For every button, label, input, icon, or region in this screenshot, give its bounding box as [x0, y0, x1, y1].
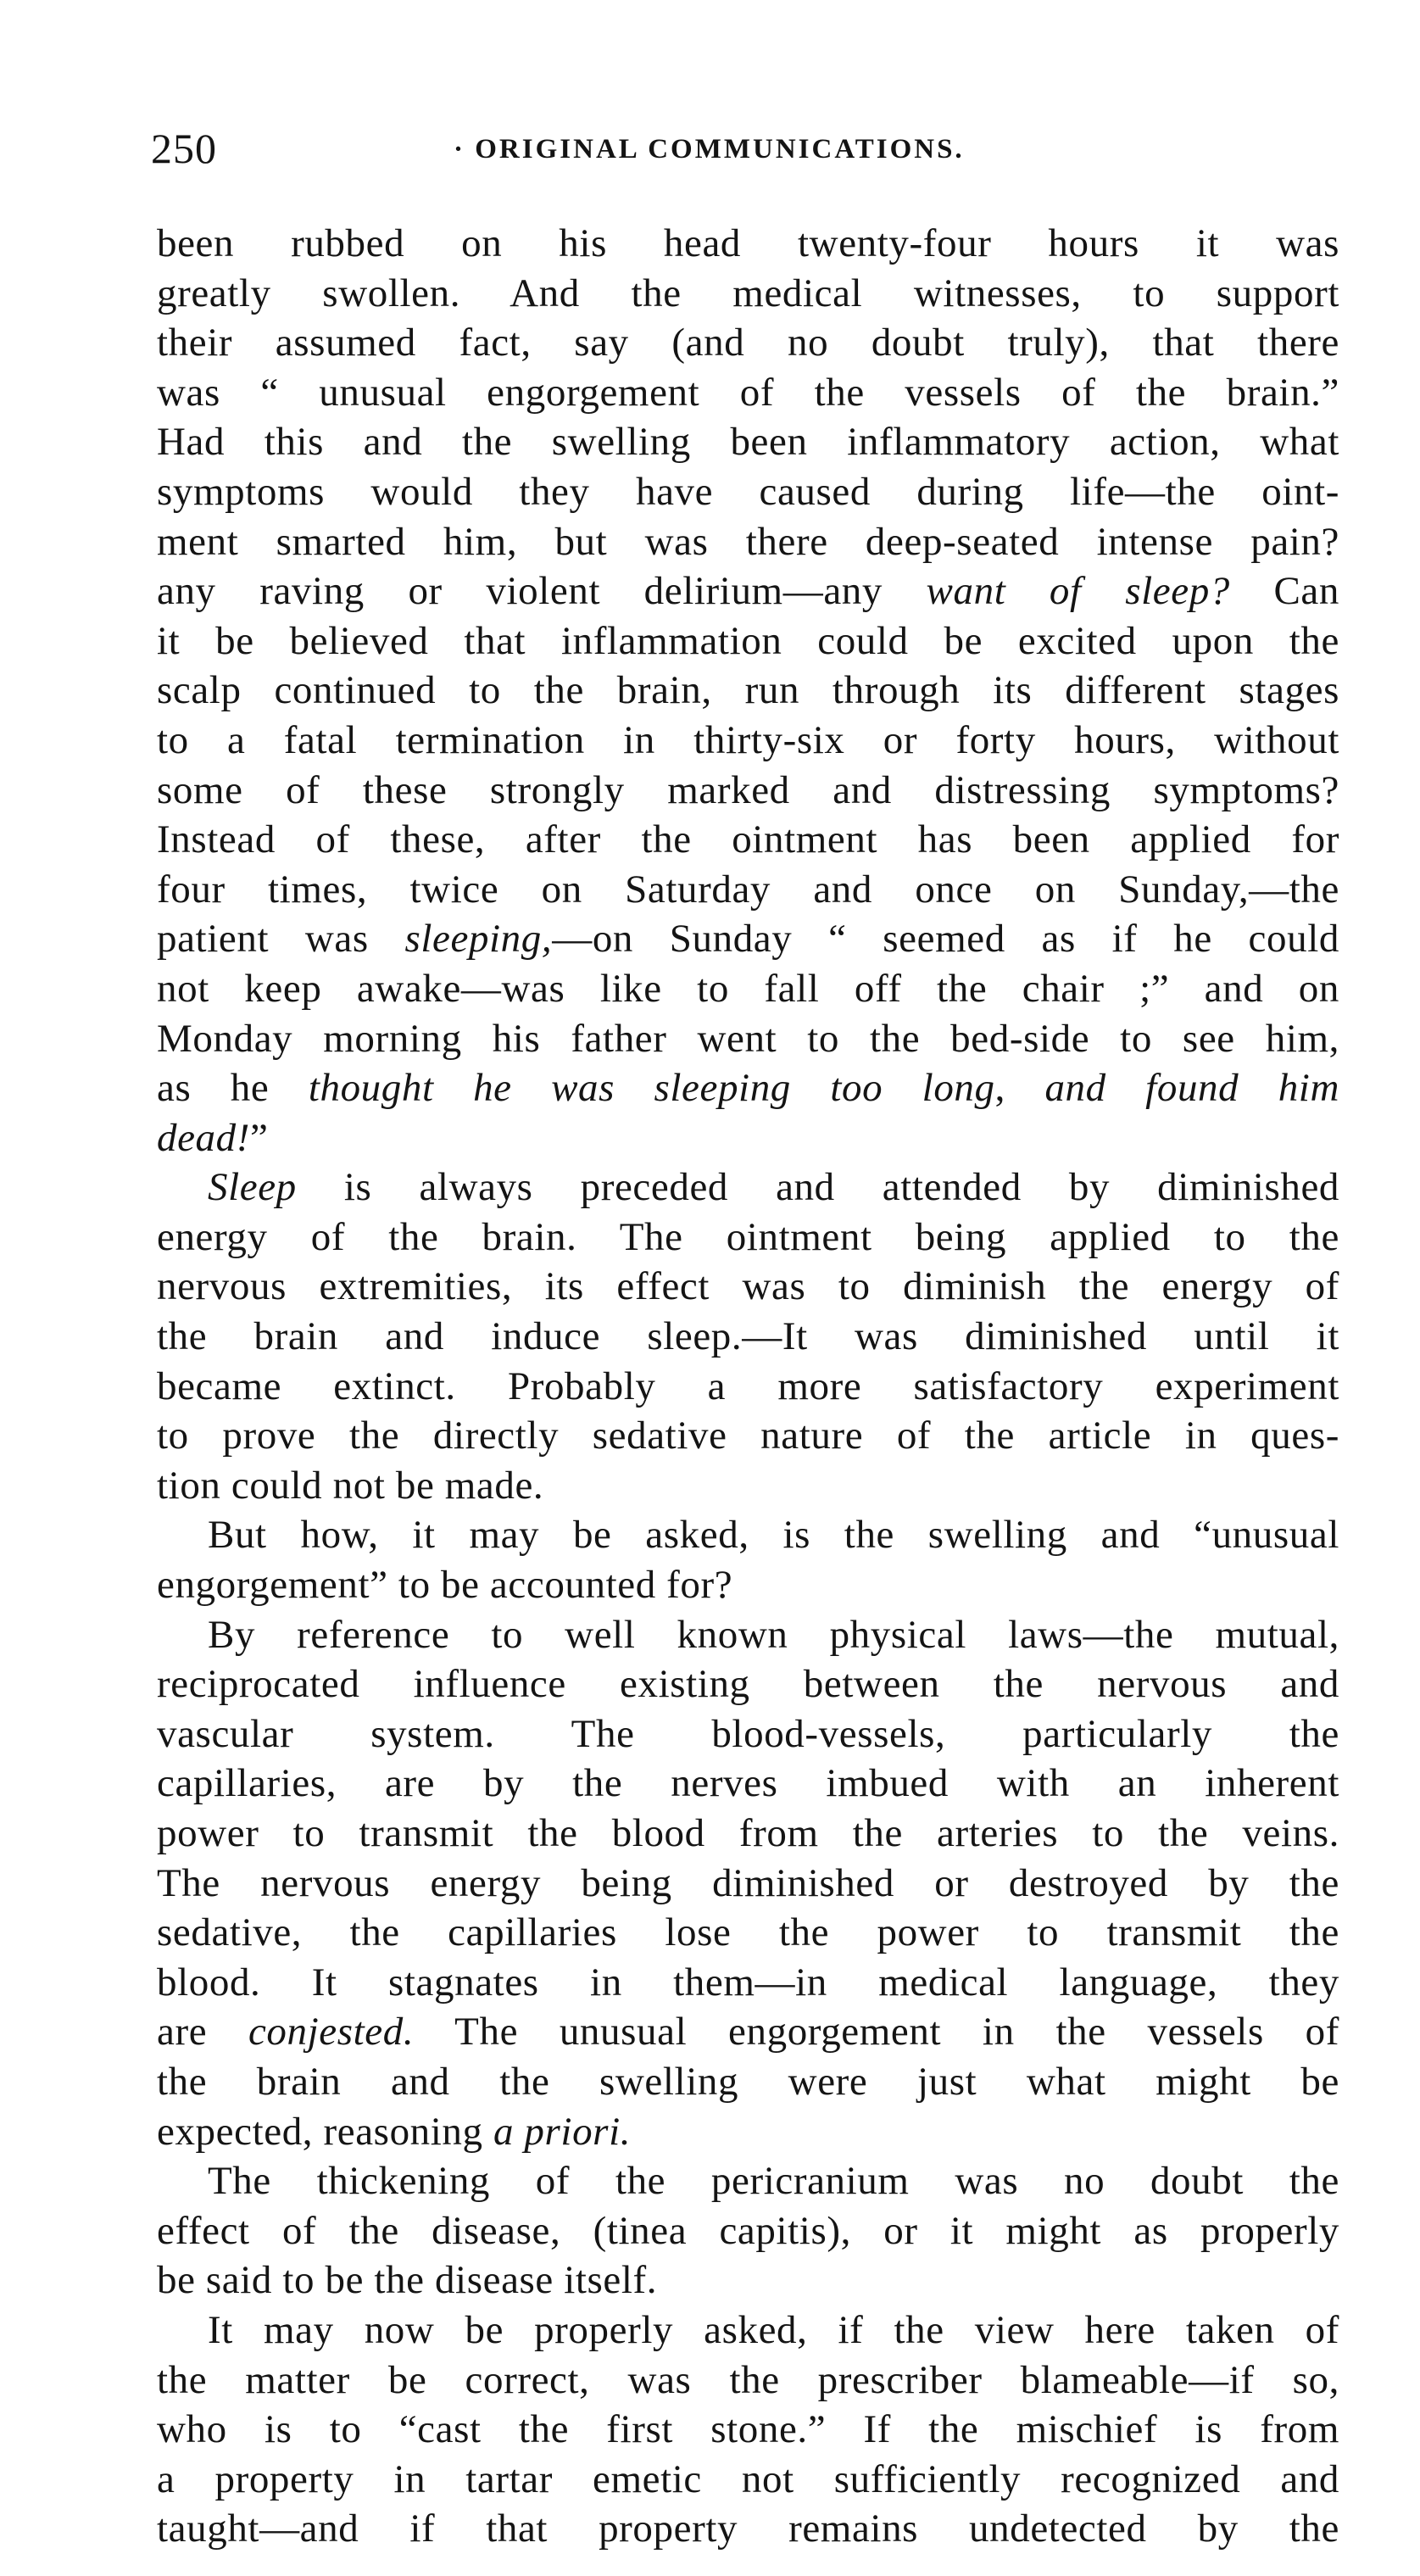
text-segment: some of these strongly marked and distressing symptoms? — [157, 767, 1339, 812]
text-line — [157, 1759, 1339, 1809]
running-head: · ORIGINAL COMMUNICATIONS. — [454, 134, 965, 164]
text-line — [157, 368, 1339, 418]
text-line — [157, 417, 1339, 467]
text-line — [157, 616, 1339, 666]
text-segment: Can — [1229, 569, 1339, 614]
text-line — [157, 1958, 1339, 2008]
text-segment: energy of the brain. The ointment being applied to the — [157, 1214, 1339, 1259]
text-segment: is always preceded and attended by diminished — [296, 1165, 1339, 1210]
text-line — [157, 815, 1339, 865]
text-line — [157, 1709, 1339, 1759]
text-segment: But how, it may be asked, is the swelling and “unusual — [208, 1513, 1339, 1558]
text-line — [157, 318, 1339, 368]
text-segment: greatly swollen. And the medical witnesses, to support — [157, 270, 1339, 315]
text-segment: Had this and the swelling been inflammatory action, what — [157, 420, 1339, 465]
text-segment: symptoms would they have caused during life—the oint- — [157, 469, 1339, 514]
text-segment: , — [994, 1066, 1045, 1111]
text-segment: taught—and if that property remains undetected by the — [157, 2506, 1339, 2551]
text-line — [157, 1312, 1339, 1362]
text-line — [157, 2156, 1339, 2206]
italic-text: conjested. — [248, 2010, 415, 2055]
text-segment: four times, twice on Saturday and once on Sunday,—the — [157, 867, 1339, 912]
text-segment: tion could not be made. — [157, 1463, 544, 1508]
italic-text: thought he was sleeping too long — [308, 1066, 995, 1111]
text-line — [157, 1113, 1339, 1163]
text-segment: patient was — [157, 917, 405, 962]
text-segment: been rubbed on his head twenty-four hours it was — [157, 221, 1339, 265]
text-line — [157, 2057, 1339, 2107]
text-line — [157, 766, 1339, 816]
text-segment: nervous extremities, its effect was to diminish the energy of — [157, 1264, 1339, 1309]
body-text — [157, 219, 1339, 2554]
text-line — [157, 1809, 1339, 1859]
text-line — [157, 1461, 1339, 1511]
text-line — [157, 2007, 1339, 2057]
italic-text: and found him — [1044, 1066, 1339, 1111]
text-segment: any raving or violent delirium—any — [157, 569, 927, 614]
text-line — [157, 865, 1339, 915]
text-segment: became extinct. Probably a more satisfactory experiment — [157, 1363, 1339, 1408]
text-segment: ” — [250, 1115, 269, 1160]
text-line — [157, 517, 1339, 567]
text-segment: It may now be properly asked, if the view here taken of — [208, 2307, 1339, 2352]
text-segment: a property in tartar emetic not sufficiently recognized and — [157, 2456, 1339, 2501]
text-segment: sedative, the capillaries lose the power to transmit the — [157, 1910, 1339, 1955]
italic-text: sleeping, — [404, 917, 553, 962]
text-segment: expected, reasoning — [157, 2109, 493, 2154]
page-number: 250 — [151, 125, 217, 172]
italic-text: Sleep — [208, 1165, 297, 1210]
text-segment: the brain and induce sleep.—It was diminished until it — [157, 1314, 1339, 1359]
text-line — [157, 2455, 1339, 2505]
text-line — [157, 964, 1339, 1014]
text-line — [157, 2107, 1339, 2157]
text-line — [157, 219, 1339, 269]
text-line — [157, 1262, 1339, 1312]
text-segment: the brain and the swelling were just what might be — [157, 2059, 1339, 2104]
text-line — [157, 1213, 1339, 1263]
text-line — [157, 2405, 1339, 2455]
text-line — [157, 1510, 1339, 1560]
text-line — [157, 1163, 1339, 1213]
text-line — [157, 2255, 1339, 2306]
text-segment: Monday morning his father went to the bed-side to see him, — [157, 1016, 1339, 1061]
text-segment: Instead of these, after the ointment has been applied for — [157, 817, 1339, 862]
text-line — [157, 269, 1339, 319]
text-segment: power to transmit the blood from the arteries to the veins. — [157, 1811, 1339, 1855]
text-segment: scalp continued to the brain, run through its different stages — [157, 668, 1339, 713]
text-segment: not keep awake—was like to fall off the chair ;” and on — [157, 966, 1339, 1011]
text-line — [157, 1859, 1339, 1909]
text-line — [157, 1014, 1339, 1064]
text-segment: to a fatal termination in thirty-six or forty hours, without — [157, 717, 1339, 762]
italic-text: want of sleep? — [926, 569, 1230, 614]
text-line — [157, 666, 1339, 716]
text-segment: their assumed fact, say (and no doubt truly), that there — [157, 321, 1339, 365]
text-segment: engorgement” to be accounted for? — [157, 1563, 733, 1608]
text-line — [157, 1659, 1339, 1709]
text-segment: vascular system. The blood-vessels, particularly the — [157, 1711, 1339, 1756]
text-segment: who is to “cast the first stone.” If the mischief is from — [157, 2407, 1339, 2452]
text-segment: it be believed that inflammation could be excited upon the — [157, 618, 1339, 663]
text-segment: as he — [157, 1066, 309, 1111]
text-line — [157, 2356, 1339, 2406]
text-segment: The thickening of the pericranium was no doubt the — [208, 2159, 1339, 2204]
text-line — [157, 716, 1339, 766]
italic-text: dead! — [157, 1115, 251, 1160]
text-line — [157, 2504, 1339, 2554]
text-line — [157, 1063, 1339, 1113]
text-segment: be said to be the disease itself. — [157, 2258, 658, 2303]
text-line — [157, 914, 1339, 964]
text-line — [157, 2306, 1339, 2356]
text-segment: reciprocated influence existing between the nervous and — [157, 1662, 1339, 1707]
text-segment: was “ unusual engorgement of the vessels of the brain.” — [157, 370, 1339, 415]
text-line — [157, 467, 1339, 517]
text-line — [157, 1908, 1339, 1958]
text-segment: —on Sunday “ seemed as if he could — [552, 917, 1339, 962]
text-segment: the matter be correct, was the prescriber blameable—if so, — [157, 2357, 1339, 2402]
text-segment: capillaries, are by the nerves imbued with an inherent — [157, 1761, 1339, 1806]
text-line — [157, 1362, 1339, 1412]
text-segment: are — [157, 2010, 248, 2055]
text-line — [157, 566, 1339, 616]
text-segment: ment smarted him, but was there deep-seated intense pain? — [157, 519, 1339, 564]
text-segment: The unusual engorgement in the vessels of — [414, 2010, 1339, 2055]
text-line — [157, 1411, 1339, 1461]
text-segment: effect of the disease, (tinea capitis), or it might as properly — [157, 2208, 1339, 2253]
text-segment: to prove the directly sedative nature of the article in ques- — [157, 1413, 1339, 1458]
italic-text: a priori. — [493, 2109, 632, 2154]
text-segment: By reference to well known physical laws—the mutual, — [208, 1612, 1339, 1657]
text-line — [157, 1610, 1339, 1660]
text-segment: The nervous energy being diminished or destroyed by the — [157, 1860, 1339, 1905]
text-segment: blood. It stagnates in them—in medical language, they — [157, 1960, 1339, 2004]
text-line — [157, 2206, 1339, 2256]
text-line — [157, 1560, 1339, 1610]
